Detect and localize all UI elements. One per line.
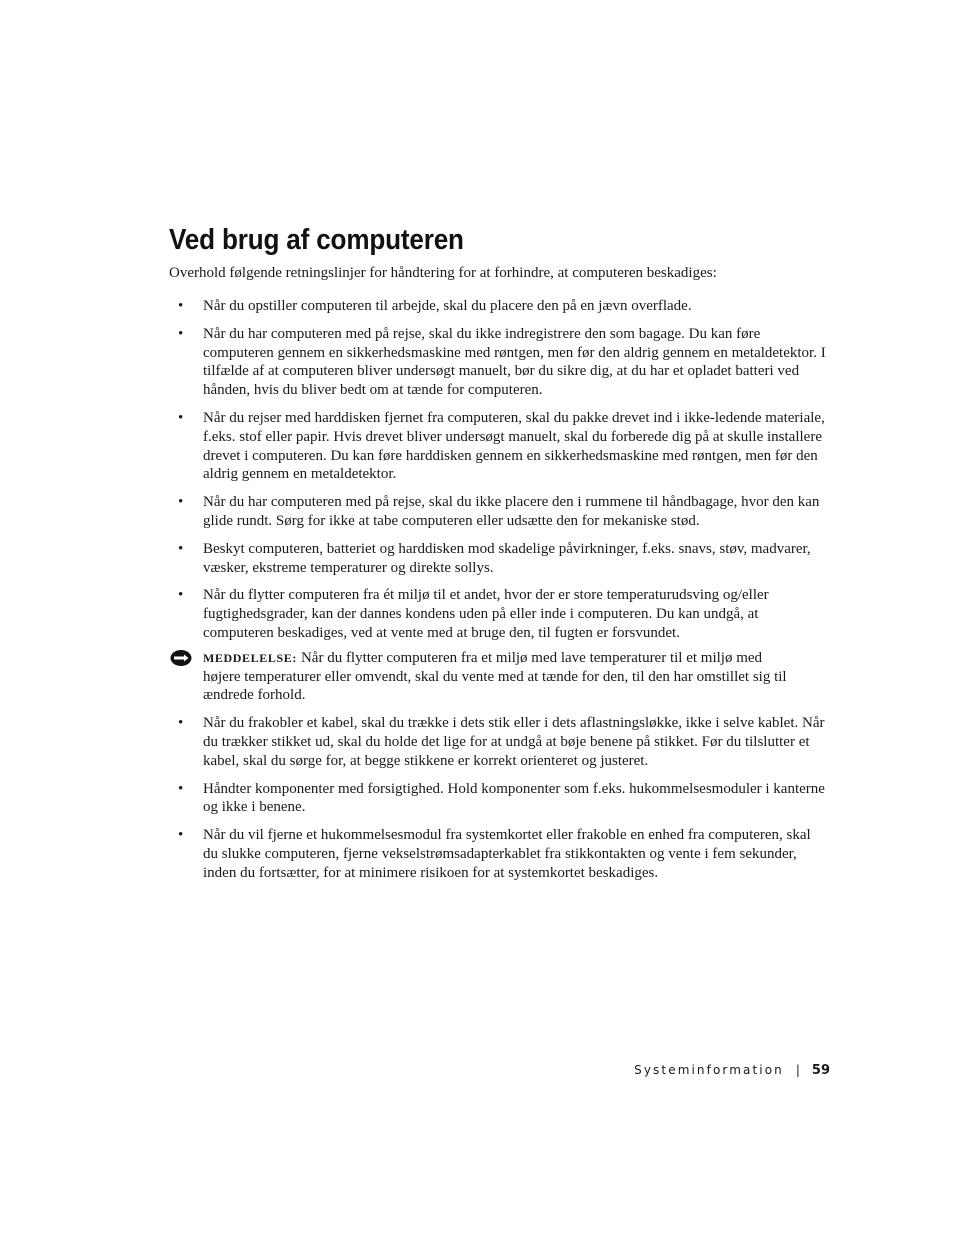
list-item-text: Når du har computeren med på rejse, skal du ikke indregistrere den som bagage. Du kan føre computeren gennem en sikkerhedsmaskine med røntgen, men før den aldrig gennem en metaldetektor. I tilfælde af at computeren bliver undersøgt manuelt, bør du sikre dig, at du har et opladet batteri ved hånden, hvis du bliver bedt om at tænde for computeren. [203,325,826,399]
list-item [169,493,829,531]
list-item [169,826,829,882]
handling-guidelines-list [169,297,829,883]
bullet-marker: • [178,587,184,604]
bullet-marker: • [178,540,184,557]
list-item-text: Når du rejser med harddisken fjernet fra computeren, skal du pakke drevet ind i ikke-ledende materiale, f.eks. stof eller papir. Hvis drevet bliver undersøgt manuelt, skal du forberede dig på at skulle installere drevet i computeren. Du kan føre harddisken gennem en sikkerhedsmaskine med røntgen, men før den aldrig gennem en metaldetektor. [203,409,825,483]
page-title: Ved brug af computeren [169,224,464,256]
bullet-marker: • [178,298,184,314]
bullet-marker: • [178,780,184,797]
intro-paragraph: Overhold følgende retningslinjer for håndtering for at forhindre, at computeren beskadiges: [169,265,717,281]
bullet-marker: • [178,325,184,342]
list-item-text: Når du har computeren med på rejse, skal du ikke placere den i rummene til håndbagage, hvor den kan glide rundt. Sørg for ikke at tabe computeren eller udsætte den for mekaniske stød. [203,494,820,529]
list-item [169,297,829,316]
notice-text: Når du flytter computeren fra et miljø med lave temperaturer til et miljø med højere temperaturer eller omvendt, skal du vente med at tænde for den, til den har omstillet sig til ændrede forhold. [203,649,787,704]
page-footer [600,1061,830,1080]
list-item-text: Når du vil fjerne et hukommelsesmodul fra systemkortet eller frakoble en enhed fra computeren, skal du slukke computeren, fjerne vekselstrømsadapterkablet fra stikkontakten og vente i fem sekunder, inden du fortsætter, for at minimere risikoen for at systemkortet beskadiges. [203,827,811,881]
bullet-marker: • [178,715,184,732]
bullet-marker: • [178,409,184,426]
list-item-text: Håndter komponenter med forsigtighed. Hold komponenter som f.eks. hukommelsesmoduler i kanterne og ikke i benene. [203,780,825,816]
list-item-text: Når du frakobler et kabel, skal du trække i dets stik eller i dets aflastningsløkke, ikke i selve kablet. Når du trækker stikket ud, skal du holde det lige for at undgå at bøje benene på stikket. Før du tilslutter et kabel, skal du sørge for, at begge stikkene er korrekt orienteret og justeret. [203,715,825,769]
list-item [169,409,829,484]
footer-separator: | [795,1063,800,1077]
bullet-marker: • [178,827,184,844]
list-item [169,586,829,642]
bullet-marker: • [178,494,184,511]
footer-section-name: Systeminformation [634,1063,784,1077]
list-item [169,714,829,770]
notice-icon [170,648,192,670]
list-item [169,540,829,578]
list-item-text: Når du opstiller computeren til arbejde, skal du placere den på en jævn overflade. [203,298,692,314]
notice-label: MEDDELELSE: [203,650,297,665]
list-item-text: Beskyt computeren, batteriet og harddisken mod skadelige påvirkninger, f.eks. snavs, støv, madvarer, væsker, ekstreme temperaturer og direkte sollys. [203,540,811,576]
list-item-text: Når du flytter computeren fra ét miljø til et andet, hvor der er store temperaturudsving og/eller fugtighedsgrader, kan der dannes kondens uden på eller inde i computeren. Du kan undgå, at computeren beskadiges, ved at vente med at bruge den, til fugten er forsvundet. [203,587,769,641]
notice-box [169,649,829,705]
notice-body [203,649,803,705]
list-item [169,780,829,818]
list-item [169,325,829,400]
page-number: 59 [811,1063,830,1078]
